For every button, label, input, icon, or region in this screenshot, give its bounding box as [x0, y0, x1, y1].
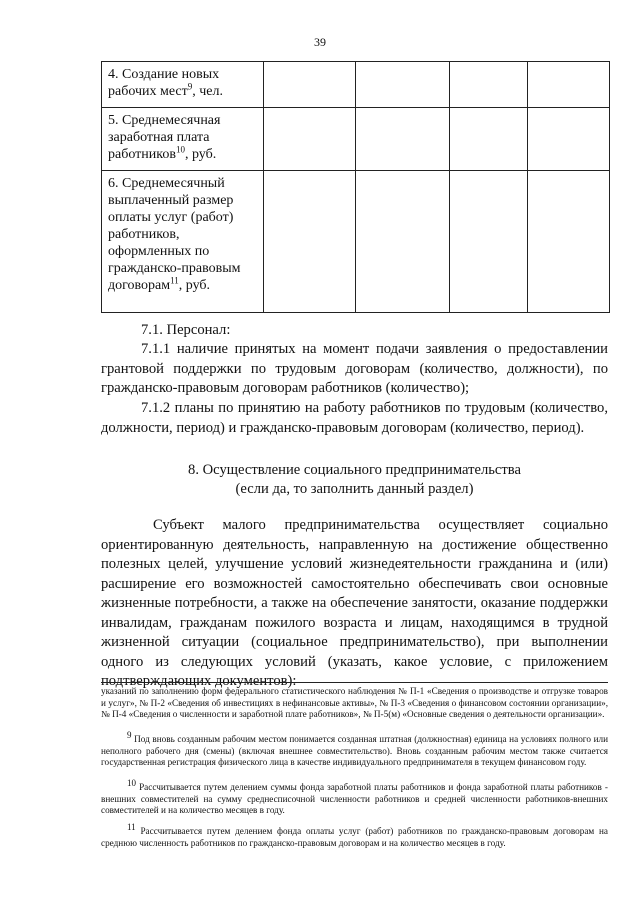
page-number: 39: [314, 35, 326, 49]
table-cell: [528, 171, 610, 313]
section-8-body: Субъект малого предпринимательства осуществляет социально ориентированную деятельность, направленную на достижение общественно полезных целей, улучшение условий жизнедеятельности гражданина и (или) расширение его возможностей самостоятельно обеспечивать свои основные жизненные потребности, а также на обеспечение занятости, оказание поддержки инвалидам, гражданам пожилого возраста и лицам, находящимся в трудной жизненной ситуации (социальное предпринимательство), при выполнении одного из следующих условий (указать, какое условие, с приложением подтверждающих документов):: [101, 517, 608, 689]
footnote-9: $^9$ Под вновь созданным рабочим местом понимается созданная штатная (должностная) единица на условиях полного или неполного рабочего дня (смены) (включая внешнее совместительство). Вновь созданным рабочим местом также считается государственная регистрация физического лица в качестве индивидуального предпринимателя в текущем финансовом году.: [101, 729, 608, 768]
table-row: [102, 171, 610, 313]
row-label: 6. Среднемесячный выплаченный размер оплаты услуг (работ) работников, оформленных по гражданско-правовым договорам$^{11}$, руб.: [102, 171, 264, 313]
section-8-title: 8. Осуществление социального предпринимательства: [188, 462, 521, 478]
table-cell: [356, 108, 450, 171]
table-cell: [450, 108, 528, 171]
paragraph-7-1-2: 7.1.2 планы по принятию на работу работников по трудовым (количество, должности, период) и гражданско-правовым договорам (количество, период).: [101, 400, 608, 436]
row-label: 4. Создание новых рабочих мест$^9$, чел.: [102, 62, 264, 108]
table-cell: [450, 62, 528, 108]
section-8-subtitle: (если да, то заполнить данный раздел): [235, 481, 474, 497]
table-cell: [528, 108, 610, 171]
row-label: 5. Среднемесячная заработная плата работников$^{10}$, руб.: [102, 108, 264, 171]
table-cell: [356, 171, 450, 313]
footnote-continuation: указаний по заполнению форм федерального статистического наблюдения № П-1 «Сведения о производстве и отгрузке товаров и услуг», № П-2 «Сведения об инвестициях в нефинансовые активы», № П-3 «Сведения о финансовом состоянии организации», № П-4 «Сведения о численности и заработной плате работников», № П-5(м) «Основные сведения о деятельности организации».: [101, 686, 608, 720]
table-cell: [264, 108, 356, 171]
table-cell: [356, 62, 450, 108]
table-cell: [264, 62, 356, 108]
table-cell: [528, 62, 610, 108]
indicators-table: [101, 61, 610, 313]
table-row: [102, 108, 610, 171]
footnote-11: $^{11}$ Рассчитывается путем делением фонда оплаты услуг (работ) работников по гражданско-правовым договорам на среднюю численность работников по гражданско-правовым договорам и на количество месяцев в году.: [101, 821, 608, 848]
table-cell: [450, 171, 528, 313]
footnote-divider: [101, 682, 608, 683]
paragraph-7-1-1: 7.1.1 наличие принятых на момент подачи заявления о предоставлении грантовой поддержки по трудовым договорам (количество, должности), по гражданско-правовым договорам работников (количество);: [101, 341, 608, 396]
footnote-10: $^{10}$ Рассчитывается путем делением суммы фонда заработной платы работников и фонда заработной платы работников - внешних совместителей на сумму среднесписочной численности работников и средней численности работников-внешних совместителей и на количество месяцев в году.: [101, 777, 608, 816]
table-cell: [264, 171, 356, 313]
section-heading-personnel: 7.1. Персонал:: [141, 322, 231, 338]
table-row: [102, 62, 610, 108]
